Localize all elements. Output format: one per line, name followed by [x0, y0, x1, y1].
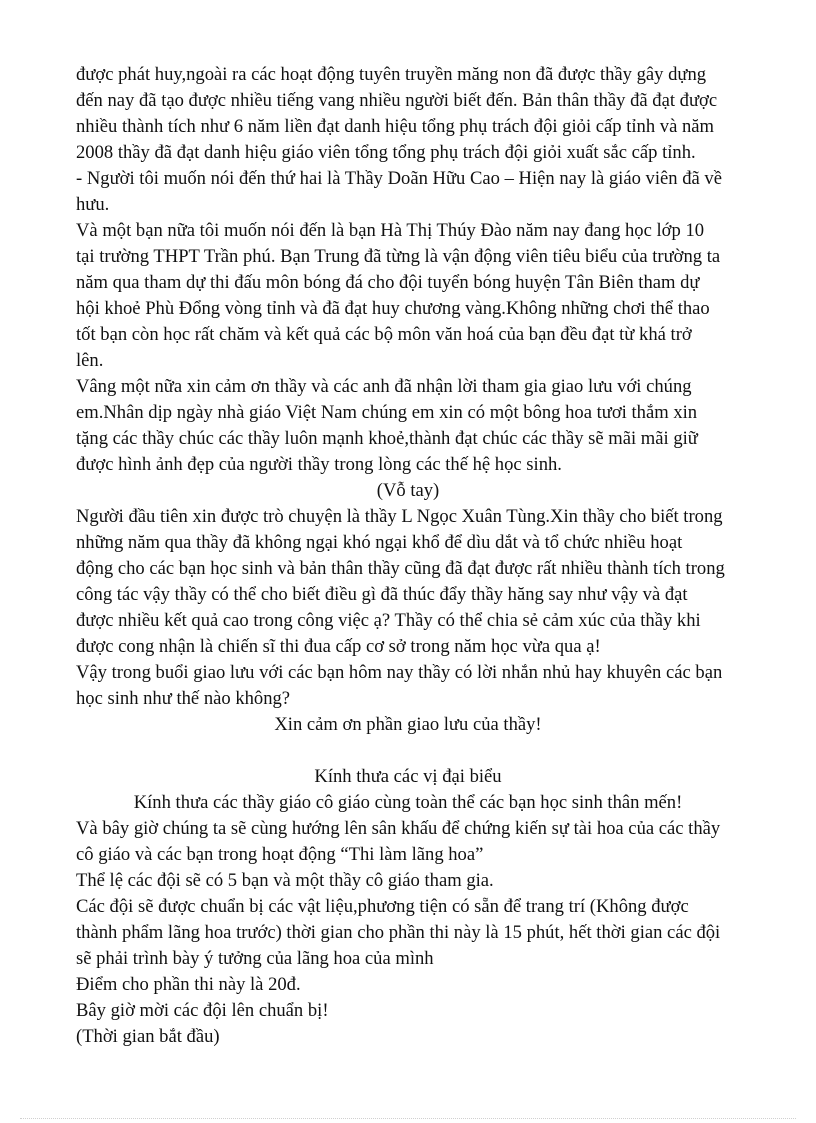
text-line: năm qua tham dự thi đấu môn bóng đá cho đội tuyển bóng huyện Tân Biên tham dự [76, 272, 700, 293]
text-line: được phát huy,ngoài ra các hoạt động tuyên truyền măng non đã được thầy gây dựng [76, 64, 707, 85]
text-line: Vậy trong buổi giao lưu với các bạn hôm nay thầy có lời nhắn nhủ hay khuyên các bạn [76, 662, 723, 683]
text-line: được cong nhận là chiến sĩ thi đua cấp cơ sở trong năm học vừa qua ạ! [76, 636, 601, 657]
text-line: nhiều thành tích như 6 năm liền đạt danh hiệu tổng phụ trách đội giỏi cấp tỉnh và năm [76, 116, 714, 137]
text-line: Thể lệ các đội sẽ có 5 bạn và một thầy cô giáo tham gia. [76, 870, 494, 891]
text-line: hưu. [76, 194, 110, 215]
text-line: hội khoẻ Phù Đổng vòng tỉnh và đã đạt huy chương vàng.Không những chơi thể thao [76, 298, 710, 319]
text-line: Điểm cho phần thi này là 20đ. [76, 974, 301, 995]
text-line: cô giáo và các bạn trong hoạt động “Thi làm lãng hoa” [76, 844, 484, 865]
text-line: thành phẩm lãng hoa trước) thời gian cho phần thi này là 15 phút, hết thời gian các đội [76, 922, 721, 943]
text-line: đến nay đã tạo được nhiều tiếng vang nhiều người biết đến. Bản thân thầy đã đạt được [76, 90, 718, 111]
page-bottom-divider [20, 1118, 796, 1119]
text-line: Và một bạn nữa tôi muốn nói đến là bạn Hà Thị Thúy Đào năm nay đang học lớp 10 [76, 220, 705, 241]
text-line: Vâng một nữa xin cảm ơn thầy và các anh đã nhận lời tham gia giao lưu với chúng [76, 376, 692, 397]
text-line: được nhiều kết quả cao trong công việc ạ? Thầy có thể chia sẻ cảm xúc của thầy khi [76, 610, 701, 631]
text-line: tại trường THPT Trần phú. Bạn Trung đã từng là vận động viên tiêu biểu của trường ta [76, 246, 721, 267]
text-line: học sinh như thế nào không? [76, 688, 291, 709]
closing-line: Xin cảm ơn phần giao lưu của thầy! [274, 714, 542, 735]
text-line: sẽ phải trình bày ý tưởng của lãng hoa của mình [76, 948, 434, 969]
text-line: được hình ảnh đẹp của người thầy trong lòng các thế hệ học sinh. [76, 454, 562, 475]
text-line: tốt bạn còn học rất chăm và kết quả các bộ môn văn hoá của bạn đều đạt từ khá trở [76, 324, 692, 345]
text-line: (Thời gian bắt đầu) [76, 1026, 220, 1047]
text-line: lên. [76, 350, 104, 371]
text-line: động cho các bạn học sinh và bản thân thầy cũng đã đạt được rất nhiều thành tích trong [76, 558, 725, 579]
greeting-line: Kính thưa các thầy giáo cô giáo cùng toàn thể các bạn học sinh thân mến! [133, 792, 683, 813]
text-line: Các đội sẽ được chuẩn bị các vật liệu,phương tiện có sẵn để trang trí (Không được [76, 896, 689, 917]
text-line: 2008 thầy đã đạt danh hiệu giáo viên tổng tổng phụ trách đội giỏi xuất sắc cấp tỉnh. [76, 142, 696, 163]
text-line: Người đầu tiên xin được trò chuyện là thầy L Ngọc Xuân Tùng.Xin thầy cho biết trong [76, 506, 723, 527]
text-line: tặng các thầy chúc các thầy luôn mạnh khoẻ,thành đạt chúc các thầy sẽ mãi mãi giữ [76, 428, 698, 449]
text-line: những năm qua thầy đã không ngại khó ngại khổ để dìu dắt và tổ chức nhiều hoạt [76, 532, 683, 553]
text-line: Bây giờ mời các đội lên chuẩn bị! [76, 1000, 329, 1021]
text-line: Và bây giờ chúng ta sẽ cùng hướng lên sân khấu để chứng kiến sự tài hoa của các thầy [76, 818, 721, 839]
stage-direction: (Vỗ tay) [376, 480, 440, 501]
text-line: em.Nhân dịp ngày nhà giáo Việt Nam chúng em xin có một bông hoa tươi thắm xin [76, 402, 698, 423]
text-line: công tác vậy thầy có thể cho biết điều gì đã thúc đẩy thầy hăng say như vậy và đạt [76, 584, 688, 605]
section-heading: Kính thưa các vị đại biểu [314, 766, 502, 787]
text-line: - Người tôi muốn nói đến thứ hai là Thầy Doãn Hữu Cao – Hiện nay là giáo viên đã về [76, 168, 722, 189]
